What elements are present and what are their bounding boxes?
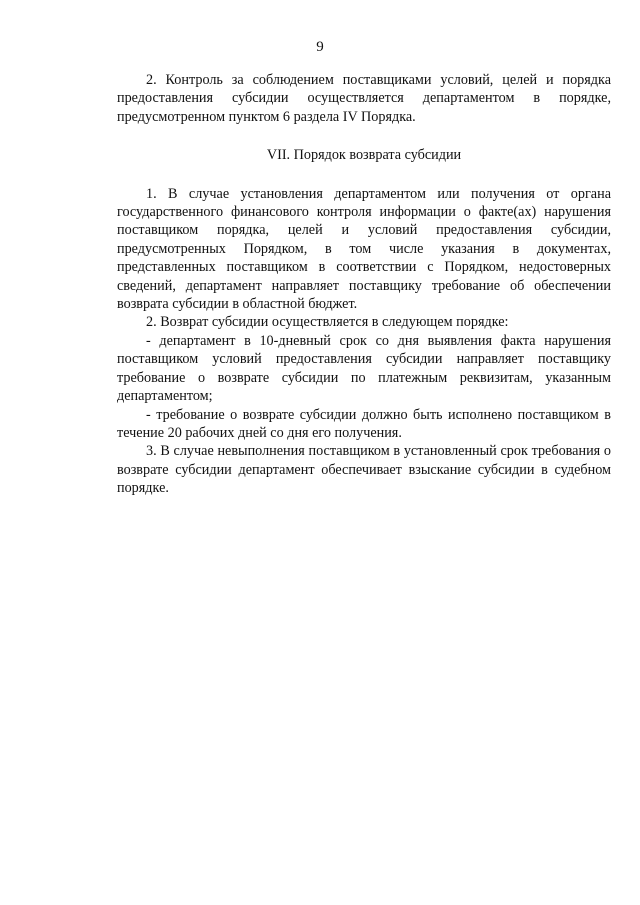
page-number: 9 — [316, 39, 324, 55]
list-item-department-deadline: - департамент в 10-дневный срок со дня выявления факта нарушения поставщиком условий предоставления субсидии направляет поставщику требование о возврате субсидии по платежным реквизитам, указанным департаментом; — [117, 332, 611, 405]
paragraph-court-recovery: 3. В случае невыполнения поставщиком в установленный срок требования о возврате субсидии департамент обеспечивает взыскание субсидии в судебном порядке. — [117, 443, 611, 497]
paragraph-return-case: 1. В случае установления департаментом или получения от органа государственного финансового контроля информации о факте(ах) нарушения поставщиком порядка, целей и условий предоставления субсидии, предусмотренных Порядком, в том числе указания в документах, представленных поставщиком в соответствии с Порядком, недостоверных сведений, департамент направляет поставщику требование об обеспечении возврата субсидии в областной бюджет. — [117, 185, 611, 313]
section-heading: VII. Порядок возврата субсидии — [266, 147, 462, 164]
paragraph-control: 2. Контроль за соблюдением поставщиками условий, целей и порядка предоставления субсидии осуществляется департаментом в порядке, предусмотренном пунктом 6 раздела IV Порядка. — [117, 72, 611, 125]
document-body — [117, 71, 611, 498]
list-item-return-deadline: - требование о возврате субсидии должно быть исполнено поставщиком в течение 20 рабочих дней со дня его получения. — [117, 406, 611, 441]
paragraph-return-order: 2. Возврат субсидии осуществляется в следующем порядке: — [146, 314, 509, 331]
